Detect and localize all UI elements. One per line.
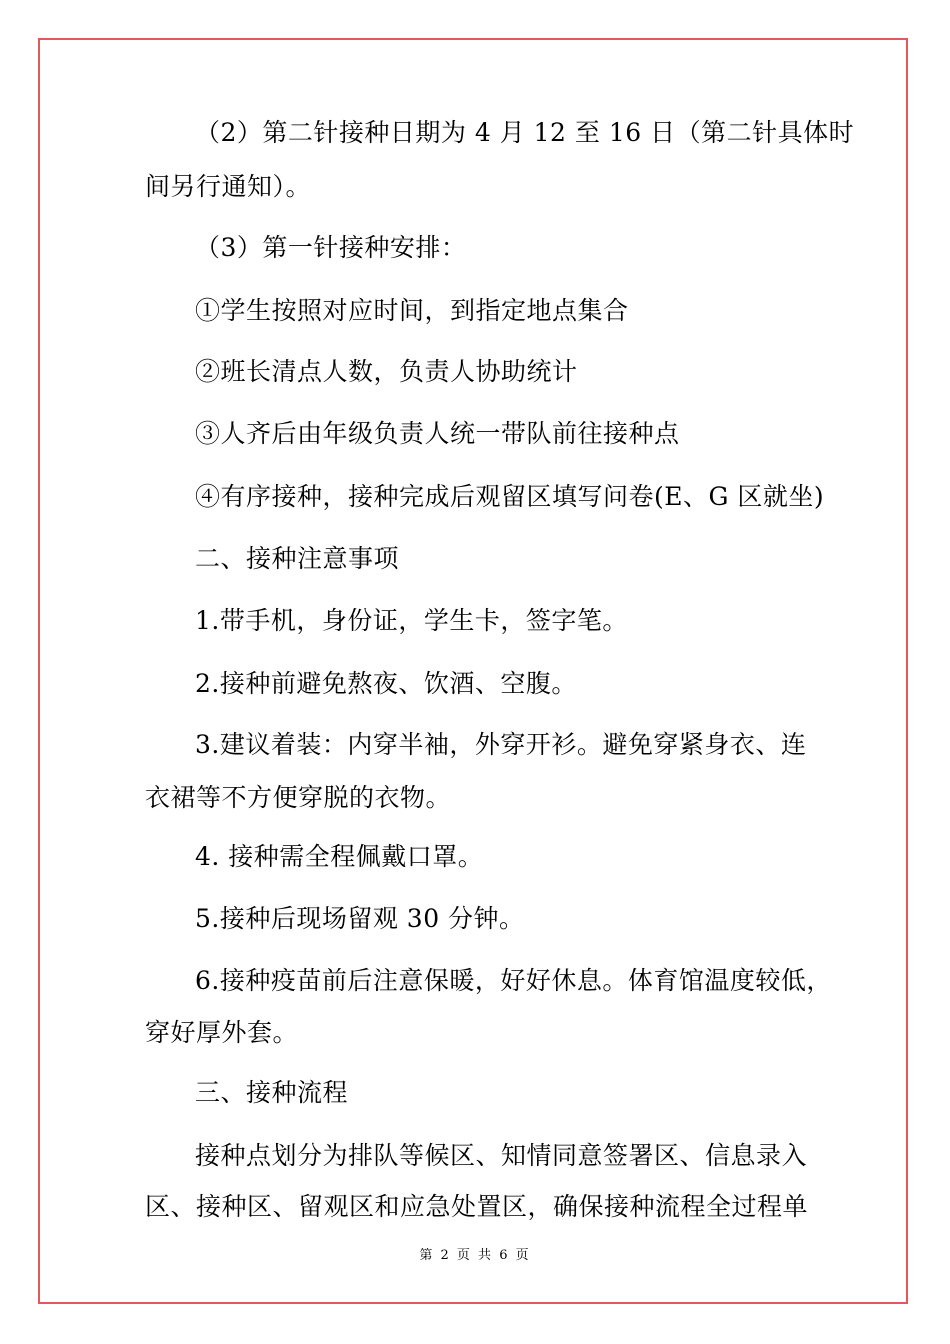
page-number-footer: 第 2 页 共 6 页 (419, 1248, 531, 1263)
text-line: 衣裙等不方便穿脱的衣物。 (145, 783, 452, 812)
text-line: （2）第二针接种日期为 4 月 12 至 16 日（第二针具体时 (195, 118, 855, 147)
section-heading: 三、接种流程 (195, 1078, 349, 1107)
section-heading: 二、接种注意事项 (195, 544, 400, 573)
text-line: 2.接种前避免熬夜、饮酒、空腹。 (195, 669, 577, 698)
text-line: 5.接种后现场留观 30 分钟。 (195, 904, 525, 933)
text-line: ③人齐后由年级负责人统一带队前往接种点 (195, 419, 680, 448)
text-line: 4. 接种需全程佩戴口罩。 (195, 842, 484, 871)
text-line: 间另行通知）。 (145, 172, 312, 201)
text-line: ④有序接种，接种完成后观留区填写问卷(E、G 区就坐) (195, 482, 825, 511)
text-line: 接种点划分为排队等候区、知情同意签署区、信息录入 (195, 1141, 808, 1170)
text-line: 穿好厚外套。 (145, 1018, 299, 1047)
text-line: 区、接种区、留观区和应急处置区，确保接种流程全过程单 (145, 1192, 809, 1221)
text-line: 6.接种疫苗前后注意保暖，好好休息。体育馆温度较低， (195, 966, 832, 995)
text-line: ②班长清点人数，负责人协助统计 (195, 357, 578, 386)
text-line: 1.带手机，身份证，学生卡，签字笔。 (195, 606, 628, 635)
text-line: （3）第一针接种安排： (195, 233, 467, 262)
text-line: 3.建议着装：内穿半袖，外穿开衫。避免穿紧身衣、连 (195, 730, 807, 759)
text-line: ①学生按照对应时间，到指定地点集合 (195, 296, 629, 325)
